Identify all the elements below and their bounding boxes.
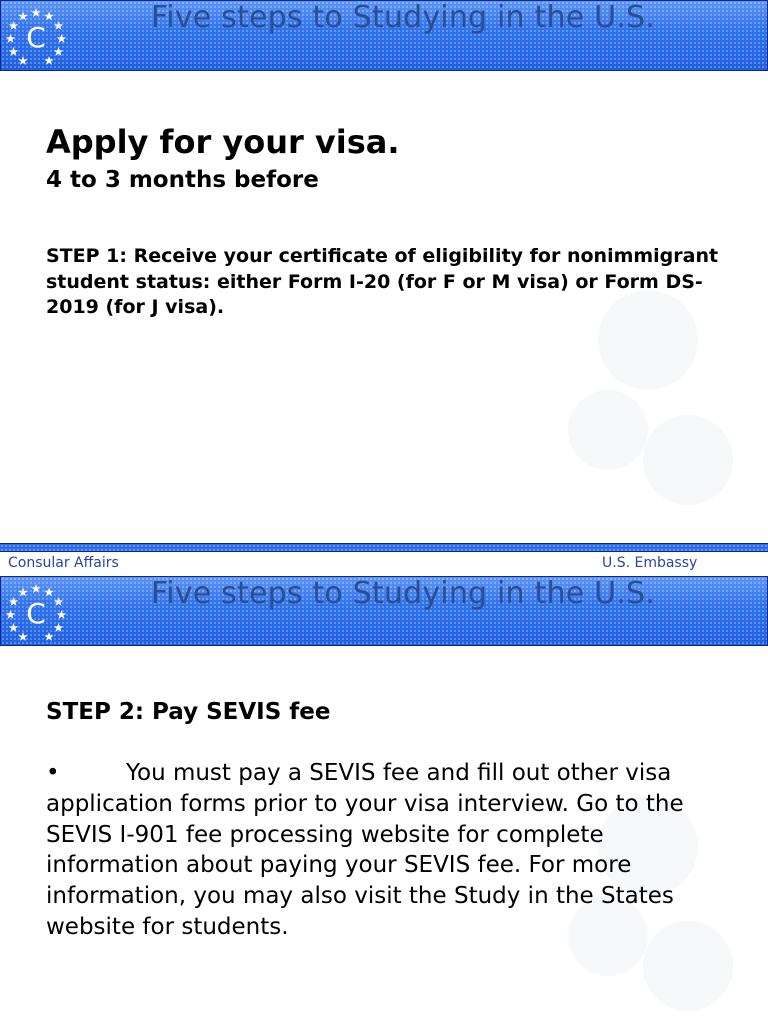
slide-heading: Apply for your visa.: [46, 123, 400, 161]
bullet-marker: •: [46, 760, 60, 786]
consular-seal-icon: [5, 581, 67, 643]
step-2-heading: STEP 2: Pay SEVIS fee: [46, 699, 331, 725]
slide-2: [0, 576, 768, 1024]
header-title: Five steps to Studying in the U.S.: [151, 576, 655, 611]
step-2-body-text: You must pay a SEVIS fee and fill out other visa application forms prior to your visa interview. Go to the SEVIS I-901 fee processing website for complete information about paying your SEVIS fee. For more information, you may also visit the Study in the States website for students.: [46, 760, 684, 940]
header-bar: [0, 0, 768, 71]
footer-us-embassy: U.S. Embassy: [602, 555, 698, 571]
step-2-body: [46, 758, 736, 943]
header-title: Five steps to Studying in the U.S.: [151, 0, 655, 35]
footer-consular-affairs: Consular Affairs: [8, 555, 119, 571]
seal-letter: C: [26, 597, 46, 630]
header-bar: [0, 576, 768, 646]
slide-subheading: 4 to 3 months before: [46, 167, 319, 193]
footer-bar: [0, 543, 768, 552]
seal-letter: C: [26, 21, 46, 54]
step-1-text: STEP 1: Receive your certificate of eligibility for nonimmigrant student status: either Form I-20 (for F or M visa) or Form DS-2019 (for J visa).: [46, 245, 719, 318]
consular-seal-icon: [5, 5, 67, 67]
